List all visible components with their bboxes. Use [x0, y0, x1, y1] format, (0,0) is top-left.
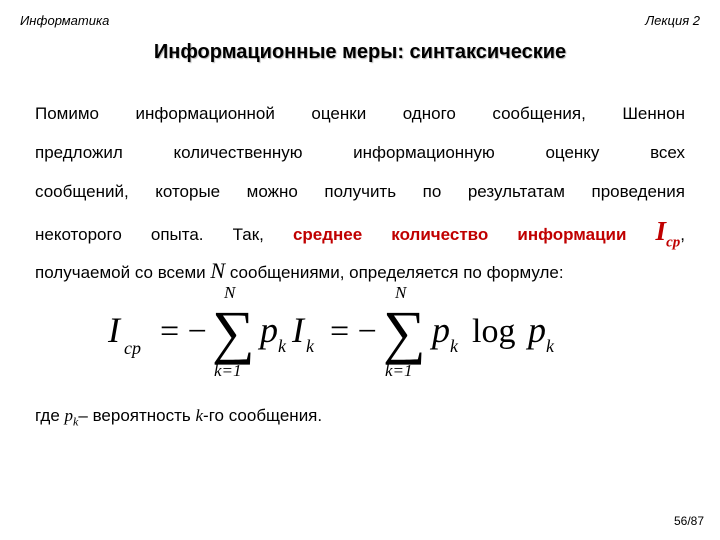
- term1-i: I: [292, 310, 304, 350]
- body-line-3: сообщений, которые можно получить по результатам проведения: [35, 182, 685, 201]
- course-name: Информатика: [20, 13, 110, 28]
- lecture-number: Лекция 2: [645, 13, 700, 28]
- term2-p-sub: k: [450, 336, 458, 356]
- footnote-suffix: -го сообщения.: [203, 406, 323, 425]
- formula-lhs-sub: ср: [124, 338, 141, 358]
- term2-p2: p: [528, 310, 546, 350]
- body-line-2: предложил количественную информационную оценку всех: [35, 143, 685, 162]
- sum2-upper-limit: N: [395, 283, 407, 302]
- formula-equals-2: = −: [330, 313, 377, 350]
- footnote-text: вероятность: [92, 406, 191, 425]
- formula-equals-1: = −: [160, 313, 207, 350]
- sum1-upper-limit: N: [224, 283, 236, 302]
- sum1-sigma: ∑: [212, 299, 255, 365]
- shannon-formula: [100, 280, 580, 380]
- body-line-5-prefix: получаемой со всеми: [35, 263, 206, 282]
- term2-p2-sub: k: [546, 336, 554, 356]
- footnote-prefix: где: [35, 406, 60, 425]
- term1-i-sub: k: [306, 336, 314, 356]
- sum2-lower-limit: k=1: [385, 361, 413, 380]
- symbol-i-avg: $I_{ср}$,: [655, 216, 685, 251]
- slide-title: Информационные меры: синтаксические: [153, 41, 567, 63]
- body-line-4: [35, 216, 685, 251]
- footnote-k: k: [195, 406, 204, 425]
- sum2-sigma: ∑: [383, 299, 426, 365]
- term1-p: p: [260, 310, 278, 350]
- term2-log: log: [472, 313, 516, 350]
- footnote-dash: –: [78, 406, 88, 425]
- body-line-5-suffix: сообщениями, определяется по формуле:: [229, 263, 564, 282]
- body-line-4-prefix: некоторого опыта. Так,: [35, 225, 264, 244]
- symbol-n: N: [210, 258, 226, 283]
- page-number: 56/87: [673, 514, 704, 528]
- term2-p: p: [432, 310, 450, 350]
- formula-lhs: I: [108, 310, 120, 350]
- body-line-1: Помимо информационной оценки одного сообщения, Шеннон: [35, 104, 685, 123]
- term1-p-sub: k: [278, 336, 286, 356]
- footnote: [35, 406, 685, 429]
- sum1-lower-limit: k=1: [214, 361, 242, 380]
- highlight-average-information: среднее количество информации: [292, 225, 627, 244]
- footnote-symbol: $p_k$: [64, 406, 79, 429]
